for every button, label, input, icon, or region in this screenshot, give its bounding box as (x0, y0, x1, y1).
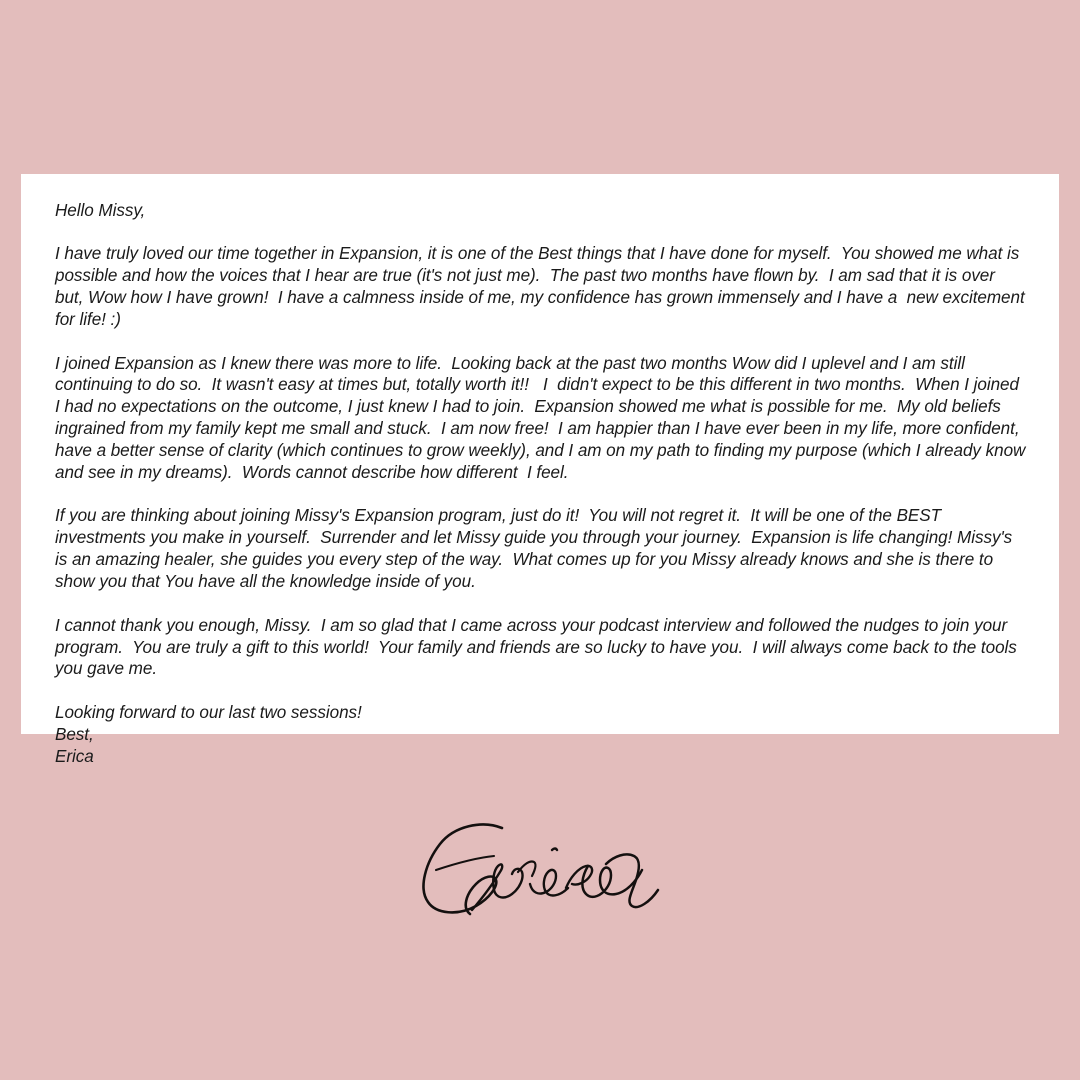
letter-greeting: Hello Missy, (55, 201, 146, 220)
letter-closing-line-1: Looking forward to our last two sessions! (55, 702, 362, 722)
letter-closing-line-2: Best, (55, 724, 94, 744)
handwritten-signature (410, 810, 670, 930)
testimonial-card (21, 174, 1059, 766)
letter-paragraph-2: I joined Expansion as I knew there was more to life. Looking back at the past two months Wow did I uplevel and I am still continuing to do so. It wasn't easy at times but, totally worth it!! I didn't expect to be this different in two months. When I joined I had no expectations on the outcome, I just knew I had to join. Expansion showed me what is possible for me. My old beliefs ingrained from my family kept me small and stuck. I am now free! I am happier than I have ever been in my life, more confident, have a better sense of clarity (which continues to grow weekly), and I am on my path to finding my purpose (which I already know and see in my dreams). Words cannot describe how different I feel. (55, 353, 1031, 483)
letter-paragraph-3: If you are thinking about joining Missy's Expansion program, just do it! You will not regret it. It will be one of the BEST investments you make in yourself. Surrender and let Missy guide you through your journey. Expansion is life changing! Missy's is an amazing healer, she guides you every step of the way. What comes up for you Missy already knows and she is there to show you that You have all the knowledge inside of you. (55, 506, 1017, 592)
letter-paragraph-1: I have truly loved our time together in Expansion, it is one of the Best things that I have done for myself. You showed me what is possible and how the voices that I hear are true (it's not just me). The past two months have flown by. I am sad that it is over but, Wow how I have grown! I have a calmness inside of me, my confidence has grown immensely and I have a new excitement for life! :) (55, 244, 1030, 330)
letter-paragraph-4: I cannot thank you enough, Missy. I am so glad that I came across your podcast interview and followed the nudges to join your program. You are truly a gift to this world! Your family and friends are so lucky to have you. I will always come back to the tools you gave me. (55, 615, 1022, 679)
testimonial-letter (55, 200, 1031, 768)
letter-closing-line-3: Erica (55, 746, 94, 766)
signature-area (0, 800, 1080, 940)
